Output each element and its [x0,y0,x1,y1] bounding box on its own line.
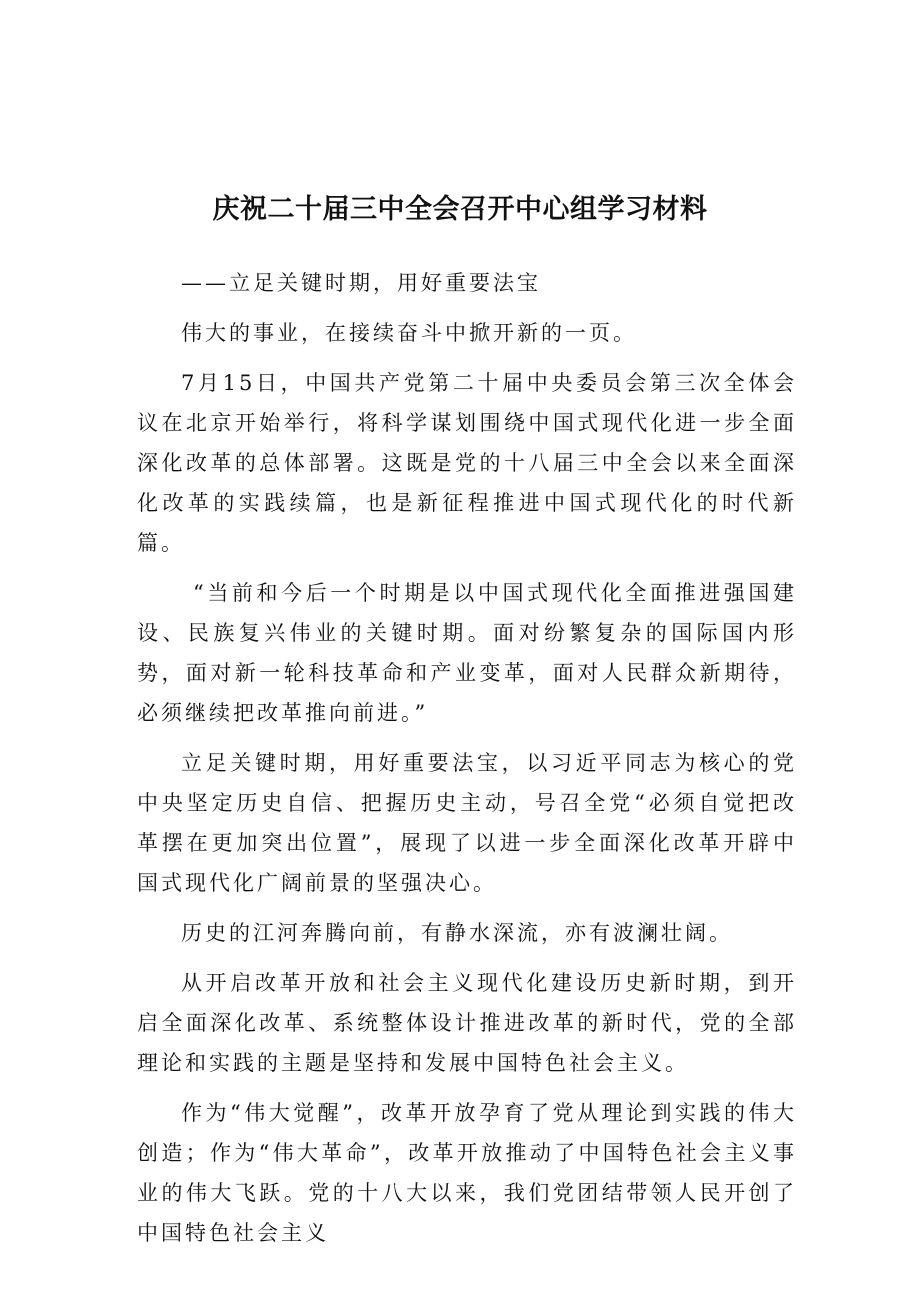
paragraph-6: 从开启改革开放和社会主义现代化建设历史新时期，到开启全面深化改革、系统整体设计推进改革的新时代，党的全部理论和实践的主题是坚持和发展中国特色社会主义。 [137,971,797,1075]
paragraph-5: 历史的江河奔腾向前，有静水深流，亦有波澜壮阔。 [181,921,733,945]
document-title: 庆祝二十届三中全会召开中心组学习材料 [212,194,708,226]
paragraph-2: 7月15日，中国共产党第二十届中央委员会第三次全体会议在北京开始举行，将科学谋划围绕中国式现代化进一步全面深化改革的总体部署。这既是党的十八届三中全会以来全面深化改革的实践续篇，也是新征程推进中国式现代化的时代新篇。 [137,371,797,555]
document-subtitle: ——立足关键时期，用好重要法宝 [181,271,541,295]
paragraph-3: “当前和今后一个时期是以中国式现代化全面推进强国建设、民族复兴伟业的关键时期。面对纷繁复杂的国际国内形势，面对新一轮科技革命和产业变革，面对人民群众新期待，必须继续把改革推向前进。” [137,581,797,725]
paragraph-7: 作为“伟大觉醒”，改革开放孕育了党从理论到实践的伟大创造；作为“伟大革命”，改革开放推动了中国特色社会主义事业的伟大飞跃。党的十八大以来，我们党团结带领人民开创了中国特色社会主义 [137,1101,797,1245]
document-body [137,263,797,1263]
paragraph-4: 立足关键时期，用好重要法宝，以习近平同志为核心的党中央坚定历史自信、把握历史主动，号召全党“必须自觉把改革摆在更加突出位置”，展现了以进一步全面深化改革开辟中国式现代化广阔前景的坚强决心。 [137,751,797,895]
paragraph-1: 伟大的事业，在接续奋斗中掀开新的一页。 [181,321,637,345]
